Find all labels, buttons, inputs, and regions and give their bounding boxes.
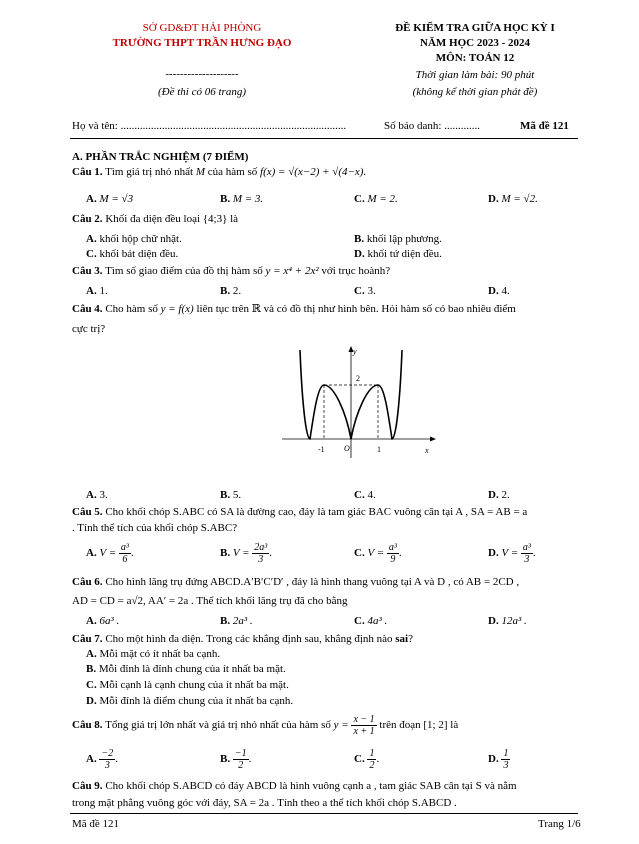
student-id-label: Số báo danh: .............: [384, 120, 480, 132]
q3-option-c: C. 3.: [354, 285, 376, 297]
school-year: NĂM HỌC 2023 - 2024: [420, 37, 530, 49]
q8-option-a: A. $\frac{-2}{3}$ .: [86, 748, 118, 771]
graph-tick-y2: 2: [356, 374, 360, 383]
q8-option-b: B. $\frac{-1}{2}$ .: [220, 748, 252, 771]
q7-option-d: D. Mỗi đỉnh là điểm chung của ít nhất ba cạnh.: [86, 695, 294, 707]
q2-option-a: A. khối hộp chữ nhật.: [86, 233, 182, 245]
graph-origin: O: [344, 444, 350, 453]
header-rule: [70, 138, 578, 139]
q6-option-b: B. 2a³ .: [220, 615, 253, 627]
question-2: Câu 2. Khối đa diện đều loại {4;3} là: [72, 213, 239, 225]
q4-option-c: C. 4.: [354, 489, 376, 501]
page-number: Trang 1/6: [538, 818, 581, 830]
q1-option-a: A. M = √3: [86, 193, 134, 205]
q1-option-d: D. M = √2.: [488, 193, 538, 205]
q3-option-a: A. 1.: [86, 285, 108, 297]
q2-option-c: C. khối bát diện đều.: [86, 248, 179, 260]
q1-option-b: B. M = 3.: [220, 193, 264, 205]
q3-option-b: B. 2.: [220, 285, 242, 297]
q6-option-a: A. 6a³ .: [86, 615, 120, 627]
dept-name: SỞ GD&ĐT HẢI PHÒNG: [142, 22, 262, 34]
q8-option-d: D. $\frac{1}{3}$: [488, 748, 509, 771]
question-4-cont: cực trị?: [72, 323, 106, 335]
q7-option-b: B. Mỗi đỉnh là đỉnh chung của ít nhất ba mặt.: [86, 663, 286, 675]
question-9: Câu 9. Cho khối chóp S.ABCD có đáy ABCD là hình vuông cạnh a , tam giác SAB cân tại S và nằm: [72, 780, 517, 792]
header-dashes: --------------------: [165, 68, 239, 80]
q7-option-a: A. Mỗi mặt có ít nhất ba cạnh.: [86, 648, 221, 660]
graph-x-label: x: [425, 446, 429, 455]
q4-option-b: B. 5.: [220, 489, 242, 501]
graph-y-label: y: [353, 347, 357, 356]
q5-option-a: A. V = $\frac{\text{a³}}{6}$ .: [86, 542, 134, 565]
graph-tick-pos1: 1: [377, 445, 381, 454]
question-6: Câu 6. Cho hình lăng trụ đứng ABCD.A′B′C′D′ , đáy là hình thang vuông tại A và D , có AB = 2CD ,: [72, 576, 520, 588]
q6-option-d: D. 12a³ .: [488, 615, 527, 627]
q2-option-d: D. khối tứ diện đều.: [354, 248, 442, 260]
question-6-cont: AD = CD = a√2, AA′ = 2a . Thể tích khối lăng trụ đã cho bằng: [72, 595, 348, 607]
question-1: Câu 1. Tìm giá trị nhỏ nhất M của hàm số f(x) = √(x−2) + √(4−x).: [72, 166, 367, 178]
question-7: Câu 7. Cho một hình đa diện. Trong các khẳng định sau, khẳng định nào sai?: [72, 633, 413, 645]
question-8: Câu 8. Tổng giá trị lớn nhất và giá trị nhỏ nhất của hàm số y = $\frac{x - 1}{x + 1}$ trên đoạn [1; 2] là: [72, 714, 459, 737]
exam-title: ĐỀ KIỂM TRA GIỮA HỌC KỲ I: [395, 22, 555, 34]
exam-code: Mã đề 121: [520, 120, 569, 132]
pages-note: (Đề thi có 06 trang): [158, 86, 246, 98]
q2-option-b: B. khối lập phương.: [354, 233, 442, 245]
q1-option-c: C. M = 2.: [354, 193, 398, 205]
question-9-cont: trong mặt phẳng vuông góc với đáy, SA = 2a . Tính theo a thể tích khối chóp S.ABCD .: [72, 797, 457, 809]
q3-option-d: D. 4.: [488, 285, 510, 297]
question-5-cont: . Tính thể tích của khối chóp S.ABC?: [72, 522, 238, 534]
q4-option-d: D. 2.: [488, 489, 510, 501]
q5-option-d: D. V = $\frac{\text{a³}}{3}$ .: [488, 542, 536, 565]
q5-option-b: B. V = $\frac{\text{2a³}}{3}$ .: [220, 542, 273, 565]
subject: MÔN: TOÁN 12: [435, 52, 515, 64]
school-name: TRƯỜNG THPT TRẦN HƯNG ĐẠO: [112, 37, 292, 49]
q8-option-c: C. $\frac{1}{2}$ .: [354, 748, 380, 771]
footer-exam-code: Mã đề 121: [72, 818, 120, 830]
question-5: Câu 5. Cho khối chóp S.ABC có SA là đường cao, đáy là tam giác BAC vuông cân tại A , SA = AB = a: [72, 506, 528, 518]
q6-option-c: C. 4a³ .: [354, 615, 388, 627]
section-title: A. PHẦN TRẮC NGHIỆM (7 ĐIỂM): [72, 151, 249, 163]
q5-option-c: C. V = $\frac{\text{a³}}{9}$ .: [354, 542, 402, 565]
q4-option-a: A. 3.: [86, 489, 108, 501]
x-axis-arrow: [430, 437, 436, 442]
question-4: Câu 4. Cho hàm số y = f(x) liên tục trên ℝ và có đồ thị như hình bên. Hỏi hàm số có bao nhiêu điểm: [72, 303, 516, 315]
name-label: Họ và tên: ..................................................................................: [72, 120, 347, 132]
duration-note: (không kể thời gian phát đề): [412, 86, 538, 98]
duration: Thời gian làm bài: 90 phút: [415, 69, 535, 81]
question-3: Câu 3. Tìm số giao điểm của đồ thị hàm số y = x⁴ + 2x² với trục hoành?: [72, 265, 391, 277]
graph-tick-neg1: -1: [318, 445, 325, 454]
q4-function-graph: [280, 342, 440, 462]
footer-rule: [70, 813, 578, 814]
q7-option-c: C. Mỗi cạnh là cạnh chung của ít nhất ba mặt.: [86, 679, 289, 691]
